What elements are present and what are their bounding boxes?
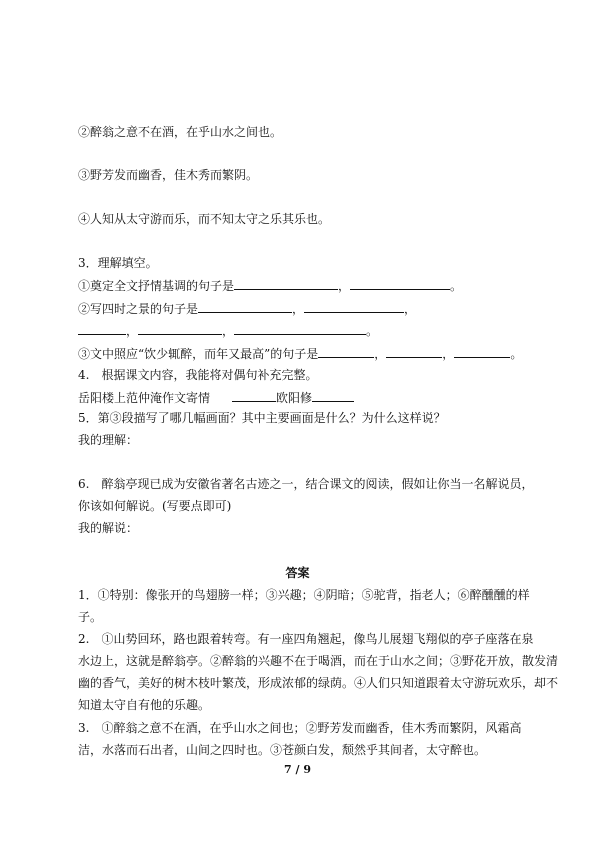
- period: 。: [366, 324, 379, 338]
- q5-title: 5．第③段描写了哪几幅画面？其中主要画面是什么？为什么这样说？: [78, 411, 446, 425]
- answer-blank[interactable]: [232, 389, 276, 402]
- q3-line-4-prefix: ③文中照应“饮少辄醉，而年又最高”的句子是: [78, 347, 319, 361]
- q3-title: 3．理解填空。: [78, 256, 158, 270]
- answer-blank[interactable]: [304, 300, 404, 313]
- period: 。: [450, 279, 463, 293]
- q3-line-2: [78, 300, 416, 317]
- answer-1-line-2: 子。: [78, 610, 103, 624]
- answer-blank[interactable]: [78, 322, 126, 335]
- comma: ，: [404, 302, 417, 316]
- answer-blank[interactable]: [318, 345, 374, 358]
- q3-line-1-prefix: ①奠定全文抒情基调的句子是: [78, 279, 235, 293]
- q4-couplet: [78, 389, 354, 406]
- answer-blank[interactable]: [454, 345, 510, 358]
- comma: ，: [292, 302, 305, 316]
- q4-couplet-left: 岳阳楼上范仲淹作文寄情: [78, 391, 211, 405]
- answer-blank[interactable]: [386, 345, 442, 358]
- answer-2-line-1: 2. ①山势回环，路也跟着转弯。有一座四角翘起，像鸟儿展翅飞翔似的亭子座落在泉: [78, 632, 534, 646]
- comma: ，: [338, 279, 351, 293]
- comma: ，: [126, 324, 139, 338]
- answers-heading: 答案: [285, 566, 310, 580]
- q2-sentence-3: ③野芳发而幽香，佳木秀而繁阴。: [78, 168, 259, 182]
- answer-3-line-1: 3. ①醉翁之意不在酒，在乎山水之间也；②野芳发而幽香，佳木秀而繁阴，风霜高: [78, 721, 522, 735]
- q3-line-4: [78, 345, 522, 362]
- answer-2-line-3: 幽的香气，美好的树木枝叶繁茂，形成浓郁的绿荫。④人们只知道跟着太守游玩欢乐，却不: [78, 676, 559, 690]
- q2-sentence-2: ②醉翁之意不在酒，在乎山水之间也。: [78, 125, 283, 139]
- answer-1-line-1: 1．①特别：像张开的鸟翅膀一样；③兴趣；④阴暗；⑤驼背，指老人；⑥醉醺醺的样: [78, 588, 530, 602]
- answer-blank[interactable]: [350, 277, 450, 290]
- comma: ，: [374, 347, 387, 361]
- q3-line-3: [78, 322, 378, 339]
- q6-line-1: 6. 醉翁亭现已成为安徽省著名古迹之一，结合课文的阅读，假如让你当一名解说员，: [78, 477, 534, 491]
- answer-blank[interactable]: [234, 322, 366, 335]
- answer-2-line-4: 知道太守自有他的乐趣。: [78, 698, 211, 712]
- answer-3-line-2: 洁，水落而石出者，山间之四时也。③苍颜白发，颓然乎其间者，太守醉也。: [78, 743, 487, 757]
- q6-label: 我的解说：: [78, 521, 139, 535]
- answer-blank[interactable]: [234, 277, 338, 290]
- answer-2-line-2: 水边上，这就是醉翁亭。②醉翁的兴趣不在于喝酒，而在于山水之间；③野花开放，散发清: [78, 654, 559, 668]
- answer-blank[interactable]: [312, 389, 354, 402]
- q3-line-1: [78, 277, 462, 294]
- q2-sentence-4: ④人知从太守游而乐，而不知太守之乐其乐也。: [78, 212, 331, 226]
- page-number: 7 / 9: [284, 763, 311, 776]
- q5-label: 我的理解：: [78, 433, 139, 447]
- q3-line-2-prefix: ②写四时之景的句子是: [78, 302, 199, 316]
- period: 。: [510, 347, 523, 361]
- answer-blank[interactable]: [138, 322, 222, 335]
- q4-couplet-right: 欧阳修: [276, 391, 313, 405]
- q6-line-2: 你该如何解说。(写要点即可): [78, 499, 232, 513]
- q4-title: 4. 根据课文内容，我能将对偶句补充完整。: [78, 368, 318, 382]
- answer-blank[interactable]: [198, 300, 292, 313]
- comma: ，: [222, 324, 235, 338]
- comma: ，: [442, 347, 455, 361]
